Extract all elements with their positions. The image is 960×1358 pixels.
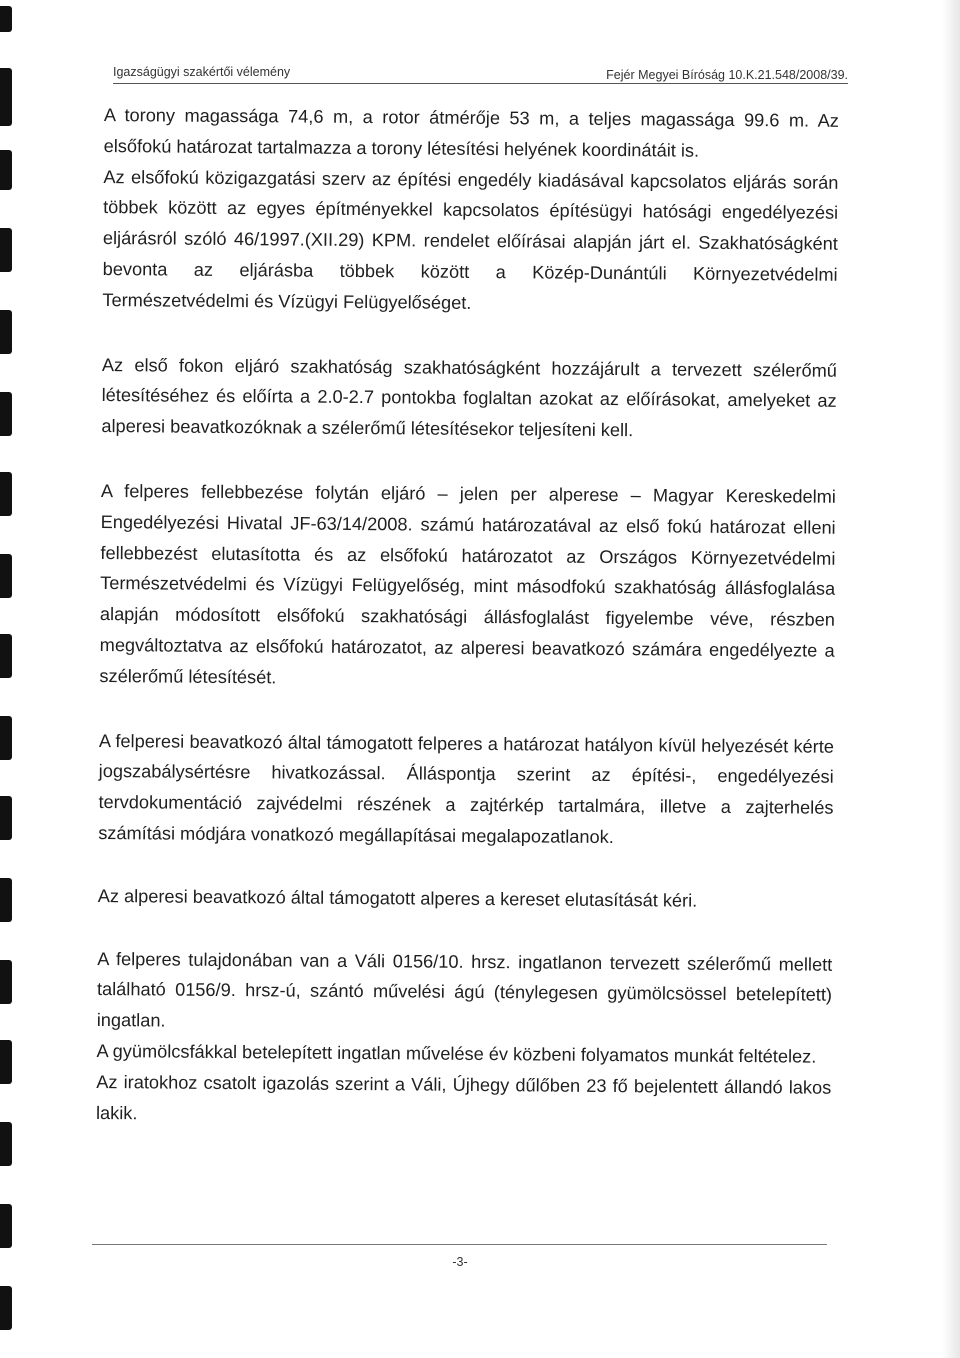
paragraph: A felperes tulajdonában van a Váli 0156/10. hrsz. ingatlanon tervezett szélerőmű mellett található 0156/9. hrsz-ú, szántó művelési ágú (ténylegesen gyümölcsössel betelepített) ingatlan. xyxy=(96,948,833,1031)
scan-shadow xyxy=(942,0,960,1358)
binding-hole xyxy=(0,1204,12,1248)
binding-hole xyxy=(0,472,12,516)
paragraph: Az elsőfokú közigazgatási szerv az építési engedély kiadásával kapcsolatos eljárás során többek között az egyes építményekkel kapcsolatos építésügyi hatósági engedélyezési eljárásról szóló 46/1997.(XII.29) KPM. rendelet előírásai alapján járt el. Szakhatóságként bevonta az eljárásba többek között a Közép-Dunántúli Környezetvédelmi Természetvédelmi és Vízügyi Felügyelőséget. xyxy=(102,166,839,313)
header-case-number: Fejér Megyei Bíróság 10.K.21.548/2008/39. xyxy=(606,68,848,82)
binding-hole xyxy=(0,960,12,1004)
binding-hole xyxy=(0,68,12,126)
page-header xyxy=(113,63,848,84)
document-body xyxy=(96,100,839,1134)
binding-hole xyxy=(0,796,12,840)
binding-hole xyxy=(0,150,12,190)
footer-divider xyxy=(92,1244,827,1245)
binding-hole xyxy=(0,634,12,678)
binding-hole xyxy=(0,554,12,598)
paragraph: Az iratokhoz csatolt igazolás szerint a Váli, Újhegy dűlőben 23 fő bejelentett állandó lakos lakik. xyxy=(95,1071,832,1123)
paragraph: A felperesi beavatkozó által támogatott felperes a határozat hatályon kívül helyezését kérte jogszabálysértésre hivatkozással. Álláspontja szerint az építési-, engedélyezési tervdokumentáció zajvédelmi részének a zajtérkép tartalmára, illetve a zajterhelés számítási módjára vonatkozó megállapításai megalapozatlanok. xyxy=(98,730,835,847)
paragraph: Az alperesi beavatkozó által támogatott alperes a kereset elutasítását kéri. xyxy=(97,885,698,911)
binding-hole xyxy=(0,228,12,272)
binding-hole xyxy=(0,1040,12,1084)
paragraph: A gyümölcsfákkal betelepített ingatlan művelése év közbeni folyamatos munkát feltételez. xyxy=(96,1040,817,1067)
page-number: -3- xyxy=(452,1255,468,1269)
binding-hole xyxy=(0,392,12,436)
binding-hole xyxy=(0,878,12,922)
paragraph: Az első fokon eljáró szakhatóság szakhatóságként hozzájárult a tervezett szélerőmű létesítéséhez és előírta a 2.0-2.7 pontokba foglaltan azokat az előírásokat, amelyeket az alperesi beavatkozóknak a szélerőmű létesítésekor teljesíteni kell. xyxy=(101,354,837,441)
binding-holes xyxy=(0,0,14,1358)
header-document-type: Igazságügyi szakértői vélemény xyxy=(113,65,291,79)
paragraph: A felperes fellebbezése folytán eljáró – jelen per alperese – Magyar Kereskedelmi Engedélyezési Hivatal JF-63/14/2008. számú határozatával az első fokú határozat elleni fellebbezést elutasította és az elsőfokú határozatot az Országos Környezetvédelmi Természetvédelmi és Vízügyi Felügyelőség, mint másodfokú szakhatóság állásfoglalása alapján módosított elsőfokú szakhatósági állásfoglalást figyelembe véve, részben megváltoztatva az elsőfokú határozatot, az alperesi beavatkozó számára engedélyezte a szélerőmű létesítését. xyxy=(99,480,836,688)
binding-hole xyxy=(0,1122,12,1166)
binding-hole xyxy=(0,6,12,32)
binding-hole xyxy=(0,310,12,354)
binding-hole xyxy=(0,1286,12,1330)
binding-hole xyxy=(0,716,12,760)
paragraph: A torony magassága 74,6 m, a rotor átmérője 53 m, a teljes magassága 99.6 m. Az elsőfokú határozat tartalmazza a torony létesítési helyének koordinátáit is. xyxy=(103,104,839,161)
